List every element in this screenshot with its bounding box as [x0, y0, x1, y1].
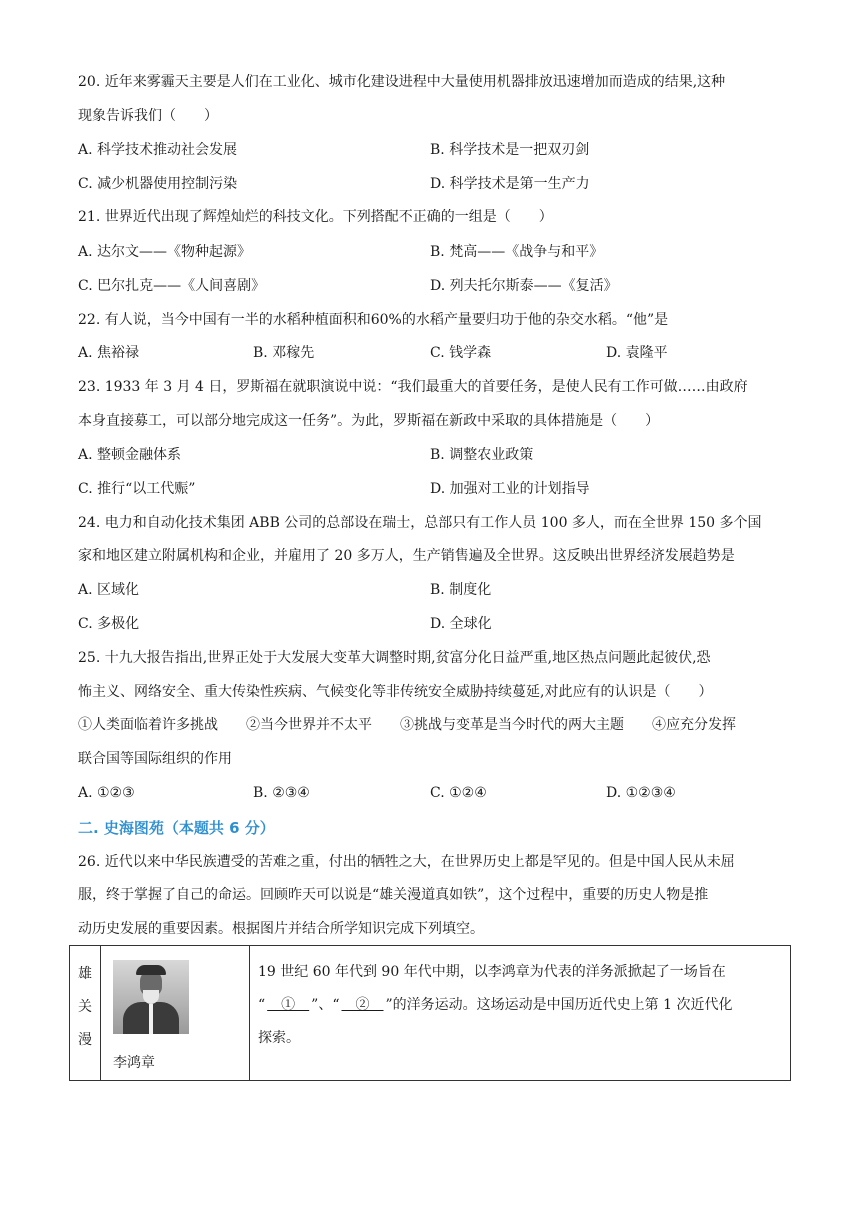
q22-option-d[interactable]: D. 袁隆平	[606, 345, 668, 361]
section-title: 二. 史海图苑（本题共 6 分）	[78, 819, 275, 837]
side-char: 漫	[78, 1032, 92, 1048]
history-figure-table	[69, 945, 791, 1081]
q24-option-b[interactable]: B. 制度化	[430, 582, 492, 598]
li-hongzhang-portrait	[113, 960, 189, 1034]
q26-stem-line-1: 26. 近代以来中华民族遭受的苦难之重，付出的牺牲之大，在世界历史上都是罕见的。但是中国人民从未屈	[78, 854, 735, 870]
q23-option-b[interactable]: B. 调整农业政策	[430, 447, 534, 463]
description-cell	[250, 946, 791, 1081]
q25-stem-line-4: 联合国等国际组织的作用	[78, 751, 232, 767]
blank-1[interactable]: ①	[267, 997, 310, 1013]
q21-option-a[interactable]: A. 达尔文——《物种起源》	[78, 244, 252, 260]
q21-option-c[interactable]: C. 巴尔扎克——《人间喜剧》	[78, 278, 266, 294]
q20-option-d[interactable]: D. 科学技术是第一生产力	[430, 176, 590, 192]
q24-option-c[interactable]: C. 多极化	[78, 616, 140, 632]
q26-stem-line-3: 动历史发展的重要因素。根据图片并结合所学知识完成下列填空。	[78, 921, 484, 937]
description-line-1: 19 世纪 60 年代到 90 年代中期，以李鸿章为代表的洋务派掀起了一场旨在	[258, 964, 726, 980]
q25-option-b[interactable]: B. ②③④	[253, 785, 310, 801]
q20-option-b[interactable]: B. 科学技术是一把双刃剑	[430, 142, 590, 158]
q20-option-c[interactable]: C. 减少机器使用控制污染	[78, 176, 238, 192]
q22-option-c[interactable]: C. 钱学森	[430, 345, 492, 361]
q23-option-d[interactable]: D. 加强对工业的计划指导	[430, 481, 590, 497]
q20-option-a[interactable]: A. 科学技术推动社会发展	[78, 142, 238, 158]
blank-2[interactable]: ②	[341, 997, 384, 1013]
portrait-cell	[101, 946, 250, 1081]
q20-stem-line-2: 现象告诉我们（ ）	[78, 108, 218, 124]
q23-stem-line-1: 23. 1933 年 3 月 4 日，罗斯福在就职演说中说：“我们最重大的首要任务，是使人民有工作可做……由政府	[78, 379, 748, 395]
q24-stem-line-1: 24. 电力和自动化技术集团 ABB 公司的总部设在瑞士，总部只有工作人员 100 多人，而在全世界 150 多个国	[78, 515, 762, 531]
portrait-caption: 李鸿章	[113, 1055, 155, 1071]
q25-stem-line-3: ①人类面临着许多挑战 ②当今世界并不太平 ③挑战与变革是当今时代的两大主题 ④应充分发挥	[78, 717, 736, 733]
q22-stem-line-1: 22. 有人说，当今中国有一半的水稻种植面积和60%的水稻产量要归功于他的杂交水稻。“他”是	[78, 312, 669, 328]
description-line-3: 探索。	[258, 1030, 300, 1046]
q21-option-b[interactable]: B. 梵高——《战争与和平》	[430, 244, 604, 260]
q22-option-b[interactable]: B. 邓稼先	[253, 345, 315, 361]
side-char: 关	[78, 999, 92, 1015]
q25-stem-line-1: 25. 十九大报告指出,世界正处于大发展大变革大调整时期,贫富分化日益严重,地区热点问题此起彼伏,恐	[78, 650, 711, 666]
q24-option-d[interactable]: D. 全球化	[430, 616, 492, 632]
quote-separator: ”、“	[311, 997, 340, 1013]
side-char: 雄	[78, 966, 92, 982]
q24-stem-line-2: 家和地区建立附属机构和企业，并雇用了 20 多万人，生产销售遍及全世界。这反映出世界经济发展趋势是	[78, 548, 735, 564]
q22-option-a[interactable]: A. 焦裕禄	[78, 345, 140, 361]
q23-option-a[interactable]: A. 整顿金融体系	[78, 447, 182, 463]
q21-option-d[interactable]: D. 列夫托尔斯泰——《复活》	[430, 278, 618, 294]
side-label-cell	[70, 946, 101, 1081]
description-line-2-rest: ”的洋务运动。这场运动是中国历近代史上第 1 次近代化	[385, 997, 733, 1013]
q25-option-d[interactable]: D. ①②③④	[606, 785, 676, 801]
q23-stem-line-2: 本身直接募工，可以部分地完成这一任务”。为此，罗斯福在新政中采取的具体措施是（ ）	[78, 413, 660, 429]
q24-option-a[interactable]: A. 区域化	[78, 582, 140, 598]
q26-stem-line-2: 服，终于掌握了自己的命运。回顾昨天可以说是“雄关漫道真如铁”，这个过程中，重要的历史人物是推	[78, 887, 709, 903]
q25-stem-line-2: 怖主义、网络安全、重大传染性疾病、气候变化等非传统安全威胁持续蔓延,对此应有的认识是（ ）	[78, 684, 713, 700]
q20-stem-line-1: 20. 近年来雾霾天主要是人们在工业化、城市化建设进程中大量使用机器排放迅速增加而造成的结果,这种	[78, 74, 726, 90]
q21-stem-line-1: 21. 世界近代出现了辉煌灿烂的科技文化。下列搭配不正确的一组是（ ）	[78, 209, 553, 225]
q25-option-a[interactable]: A. ①②③	[78, 785, 135, 801]
quote-open: “	[258, 997, 266, 1013]
q25-option-c[interactable]: C. ①②④	[430, 785, 487, 801]
q23-option-c[interactable]: C. 推行“以工代赈”	[78, 481, 196, 497]
description-line-2	[258, 989, 782, 1022]
